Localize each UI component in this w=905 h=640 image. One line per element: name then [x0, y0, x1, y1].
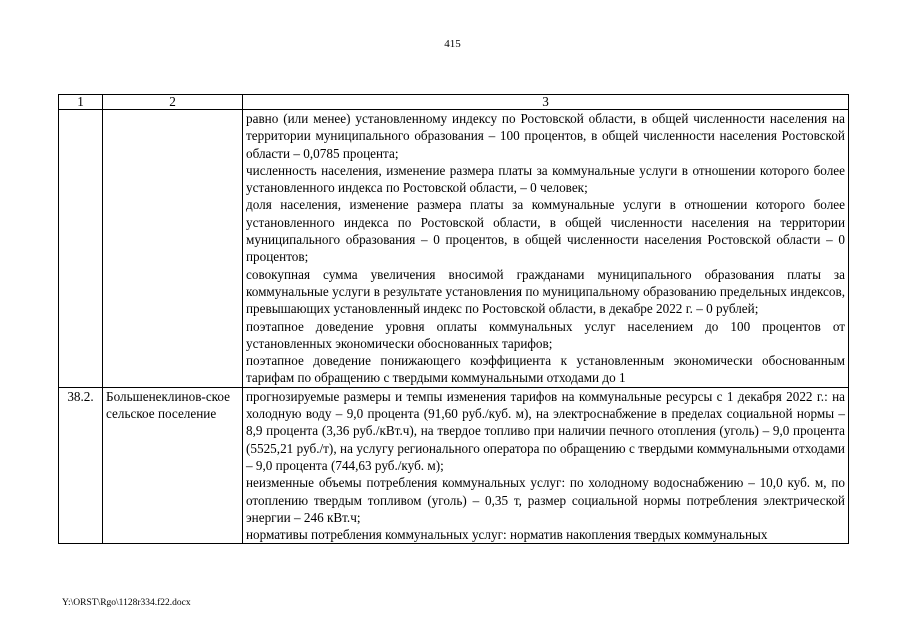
- paragraph: численность населения, изменение размера платы за коммунальные услуги в отношении которого более установленного индекса по Ростовской области, – 0 человек;: [246, 162, 845, 196]
- paragraph: поэтапное доведение уровня оплаты коммунальных услуг населением до 100 процентов от установленных экономически обоснованных тарифов;: [246, 318, 845, 351]
- row-number-cell: 38.2.: [59, 387, 103, 544]
- paragraph: доля населения, изменение размера платы за коммунальные услуги в отношении которого более установленного индекса по Ростовской области, в общей численности населения на территории муниципального образования – 0 процентов, в общей численности населения Ростовской области – 0 процентов;: [246, 197, 845, 265]
- page-number: 415: [444, 38, 461, 50]
- paragraph: равно (или менее) установленному индексу по Ростовской области, в общей численности населения на территории муниципального образования – 100 процентов, в общей численности населения Ростовской области – 0,0785 процента;: [246, 111, 845, 161]
- municipality-name-cell: [103, 110, 243, 388]
- table-row: [59, 110, 849, 388]
- table-row: [59, 387, 849, 544]
- paragraph: нормативы потребления коммунальных услуг: норматив накопления твердых коммунальных: [246, 527, 768, 543]
- paragraph: совокупная сумма увеличения вносимой гражданами муниципального образования платы за коммунальные услуги в результате установления по муниципальному образованию предельных индексов, превышающих установленный индекс по Ростовской области, в декабре 2022 г. – 0 рублей;: [246, 266, 845, 317]
- description-cell: [243, 387, 849, 544]
- table-header-row: [59, 95, 849, 110]
- file-path-footer: Y:\ORST\Rgo\1128r334.f22.docx: [62, 598, 191, 608]
- row-number-cell: [59, 110, 103, 388]
- column-header-2: 2: [103, 95, 243, 110]
- paragraph: поэтапное доведение понижающего коэффициента к установленным экономически обоснованным тарифам по обращению с твердыми коммунальными отходами до 1: [246, 353, 845, 386]
- paragraph: прогнозируемые размеры и темпы изменения тарифов на коммунальные ресурсы с 1 декабря 2022 г.: на холодную воду – 9,0 процента (91,60 руб./куб. м), на электроснабжение в пределах социальной нормы – 8,9 процента (3,36 руб./кВт.ч), на твердое топливо при наличии печного отопления (уголь) – 9,0 процента (5525,21 руб./т), на услугу регионального оператора по обращению с твердыми коммунальными отходами – 9,0 процента (744,63 руб./куб. м);: [246, 388, 845, 473]
- paragraph: неизменные объемы потребления коммунальных услуг: по холодному водоснабжению – 10,0 куб. м, по отоплению твердым топливом (уголь) – 0,35 т, размер социальной нормы потребления электрической энергии – 246 кВт.ч;: [246, 475, 845, 525]
- description-cell: [243, 110, 849, 388]
- column-header-3: 3: [243, 95, 849, 110]
- municipality-name-cell: Большенеклинов-ское сельское поселение: [103, 387, 243, 544]
- column-header-1: 1: [59, 95, 103, 110]
- document-table: [58, 94, 849, 544]
